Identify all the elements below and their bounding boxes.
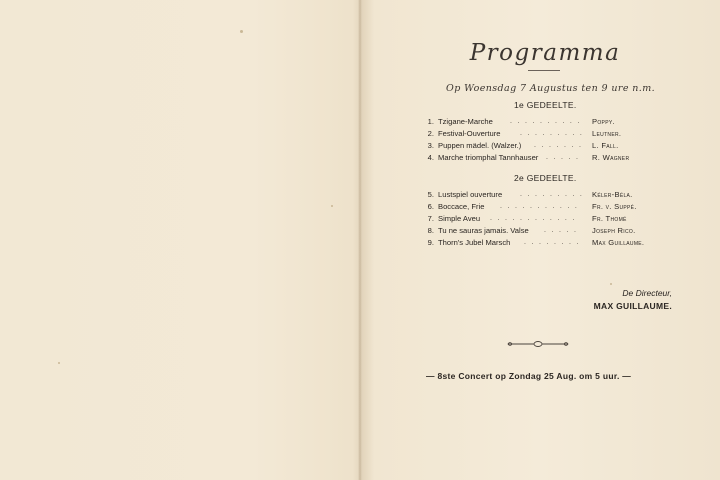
- leader-dots: . . . . . . . . . . . .: [490, 215, 577, 222]
- item-number: 4.: [427, 153, 434, 162]
- item-piece: Simple Aveu: [438, 214, 481, 223]
- item-composer: Kéler-Béla.: [592, 190, 633, 199]
- list-item: [410, 213, 690, 225]
- section-heading: 1e GEDEELTE.: [514, 100, 577, 110]
- item-composer: Poppy.: [592, 117, 615, 126]
- leader-dots: . . . . . . . .: [524, 239, 581, 246]
- item-piece: Thorn's Jubel Marsch: [438, 238, 511, 247]
- item-piece: Tu ne sauras jamais. Valse: [438, 226, 529, 235]
- item-piece: Marche triomphal Tannhauser: [438, 153, 539, 162]
- list-item: [410, 201, 690, 213]
- list-item: [410, 116, 690, 128]
- programme-list-part-1: [410, 116, 690, 164]
- item-number: 7.: [427, 214, 434, 223]
- director-signature: [576, 288, 672, 311]
- item-number: 8.: [427, 226, 434, 235]
- item-composer: Fr. Thomé: [592, 214, 627, 223]
- item-composer: R. Wagner: [592, 153, 630, 162]
- list-item: [410, 225, 690, 237]
- leader-dots: . . . . .: [546, 154, 580, 161]
- leader-dots: . . . . .: [544, 227, 578, 234]
- leader-dots: . . . . . . . . .: [520, 191, 584, 198]
- item-piece: Tzigane-Marche: [438, 117, 493, 126]
- item-number: 9.: [427, 238, 434, 247]
- item-composer: Leutner.: [592, 129, 622, 138]
- ornament-divider: [506, 339, 570, 349]
- programme-list-part-2: [410, 189, 690, 249]
- leader-dots: . . . . . . . . .: [520, 130, 584, 137]
- leader-dots: . . . . . . . . . . .: [500, 203, 579, 210]
- list-item: [410, 152, 690, 164]
- list-item: [410, 237, 690, 249]
- item-number: 1.: [427, 117, 434, 126]
- item-number: 5.: [427, 190, 434, 199]
- item-number: 6.: [427, 202, 434, 211]
- item-composer: Fr. v. Suppé.: [592, 202, 637, 211]
- list-item: [410, 128, 690, 140]
- leader-dots: . . . . . . .: [534, 142, 583, 149]
- next-concert-notice: — 8ste Concert op Zondag 25 Aug. om 5 uur. —: [426, 371, 632, 381]
- center-fold: [358, 0, 362, 480]
- list-item: [410, 189, 690, 201]
- item-piece: Puppen mädel. (Walzer.): [438, 141, 522, 150]
- item-piece: Lustspiel ouverture: [438, 190, 503, 199]
- page-title: Programma: [469, 40, 621, 66]
- paper-speck: [331, 205, 333, 207]
- title-rule: [528, 70, 560, 71]
- concert-dateline: Op Woensdag 7 Augustus ten 9 ure n.m.: [446, 83, 656, 94]
- item-composer: L. Fall.: [592, 141, 619, 150]
- paper-speck: [240, 30, 243, 33]
- item-composer: Joseph Rico.: [592, 226, 636, 235]
- paper-speck: [610, 283, 612, 285]
- leader-dots: . . . . . . . . . .: [510, 118, 582, 125]
- item-number: 2.: [427, 129, 434, 138]
- programme-page: [410, 40, 690, 381]
- list-item: [410, 140, 690, 152]
- director-name: MAX GUILLAUME.: [593, 301, 672, 311]
- director-role: De Directeur,: [622, 288, 672, 298]
- item-number: 3.: [427, 141, 434, 150]
- paper-speck: [58, 362, 60, 364]
- item-piece: Boccace, Frie: [438, 202, 485, 211]
- section-heading: 2e GEDEELTE.: [514, 173, 577, 183]
- item-composer: Max Guillaume.: [592, 238, 645, 247]
- item-piece: Festival-Ouverture: [438, 129, 501, 138]
